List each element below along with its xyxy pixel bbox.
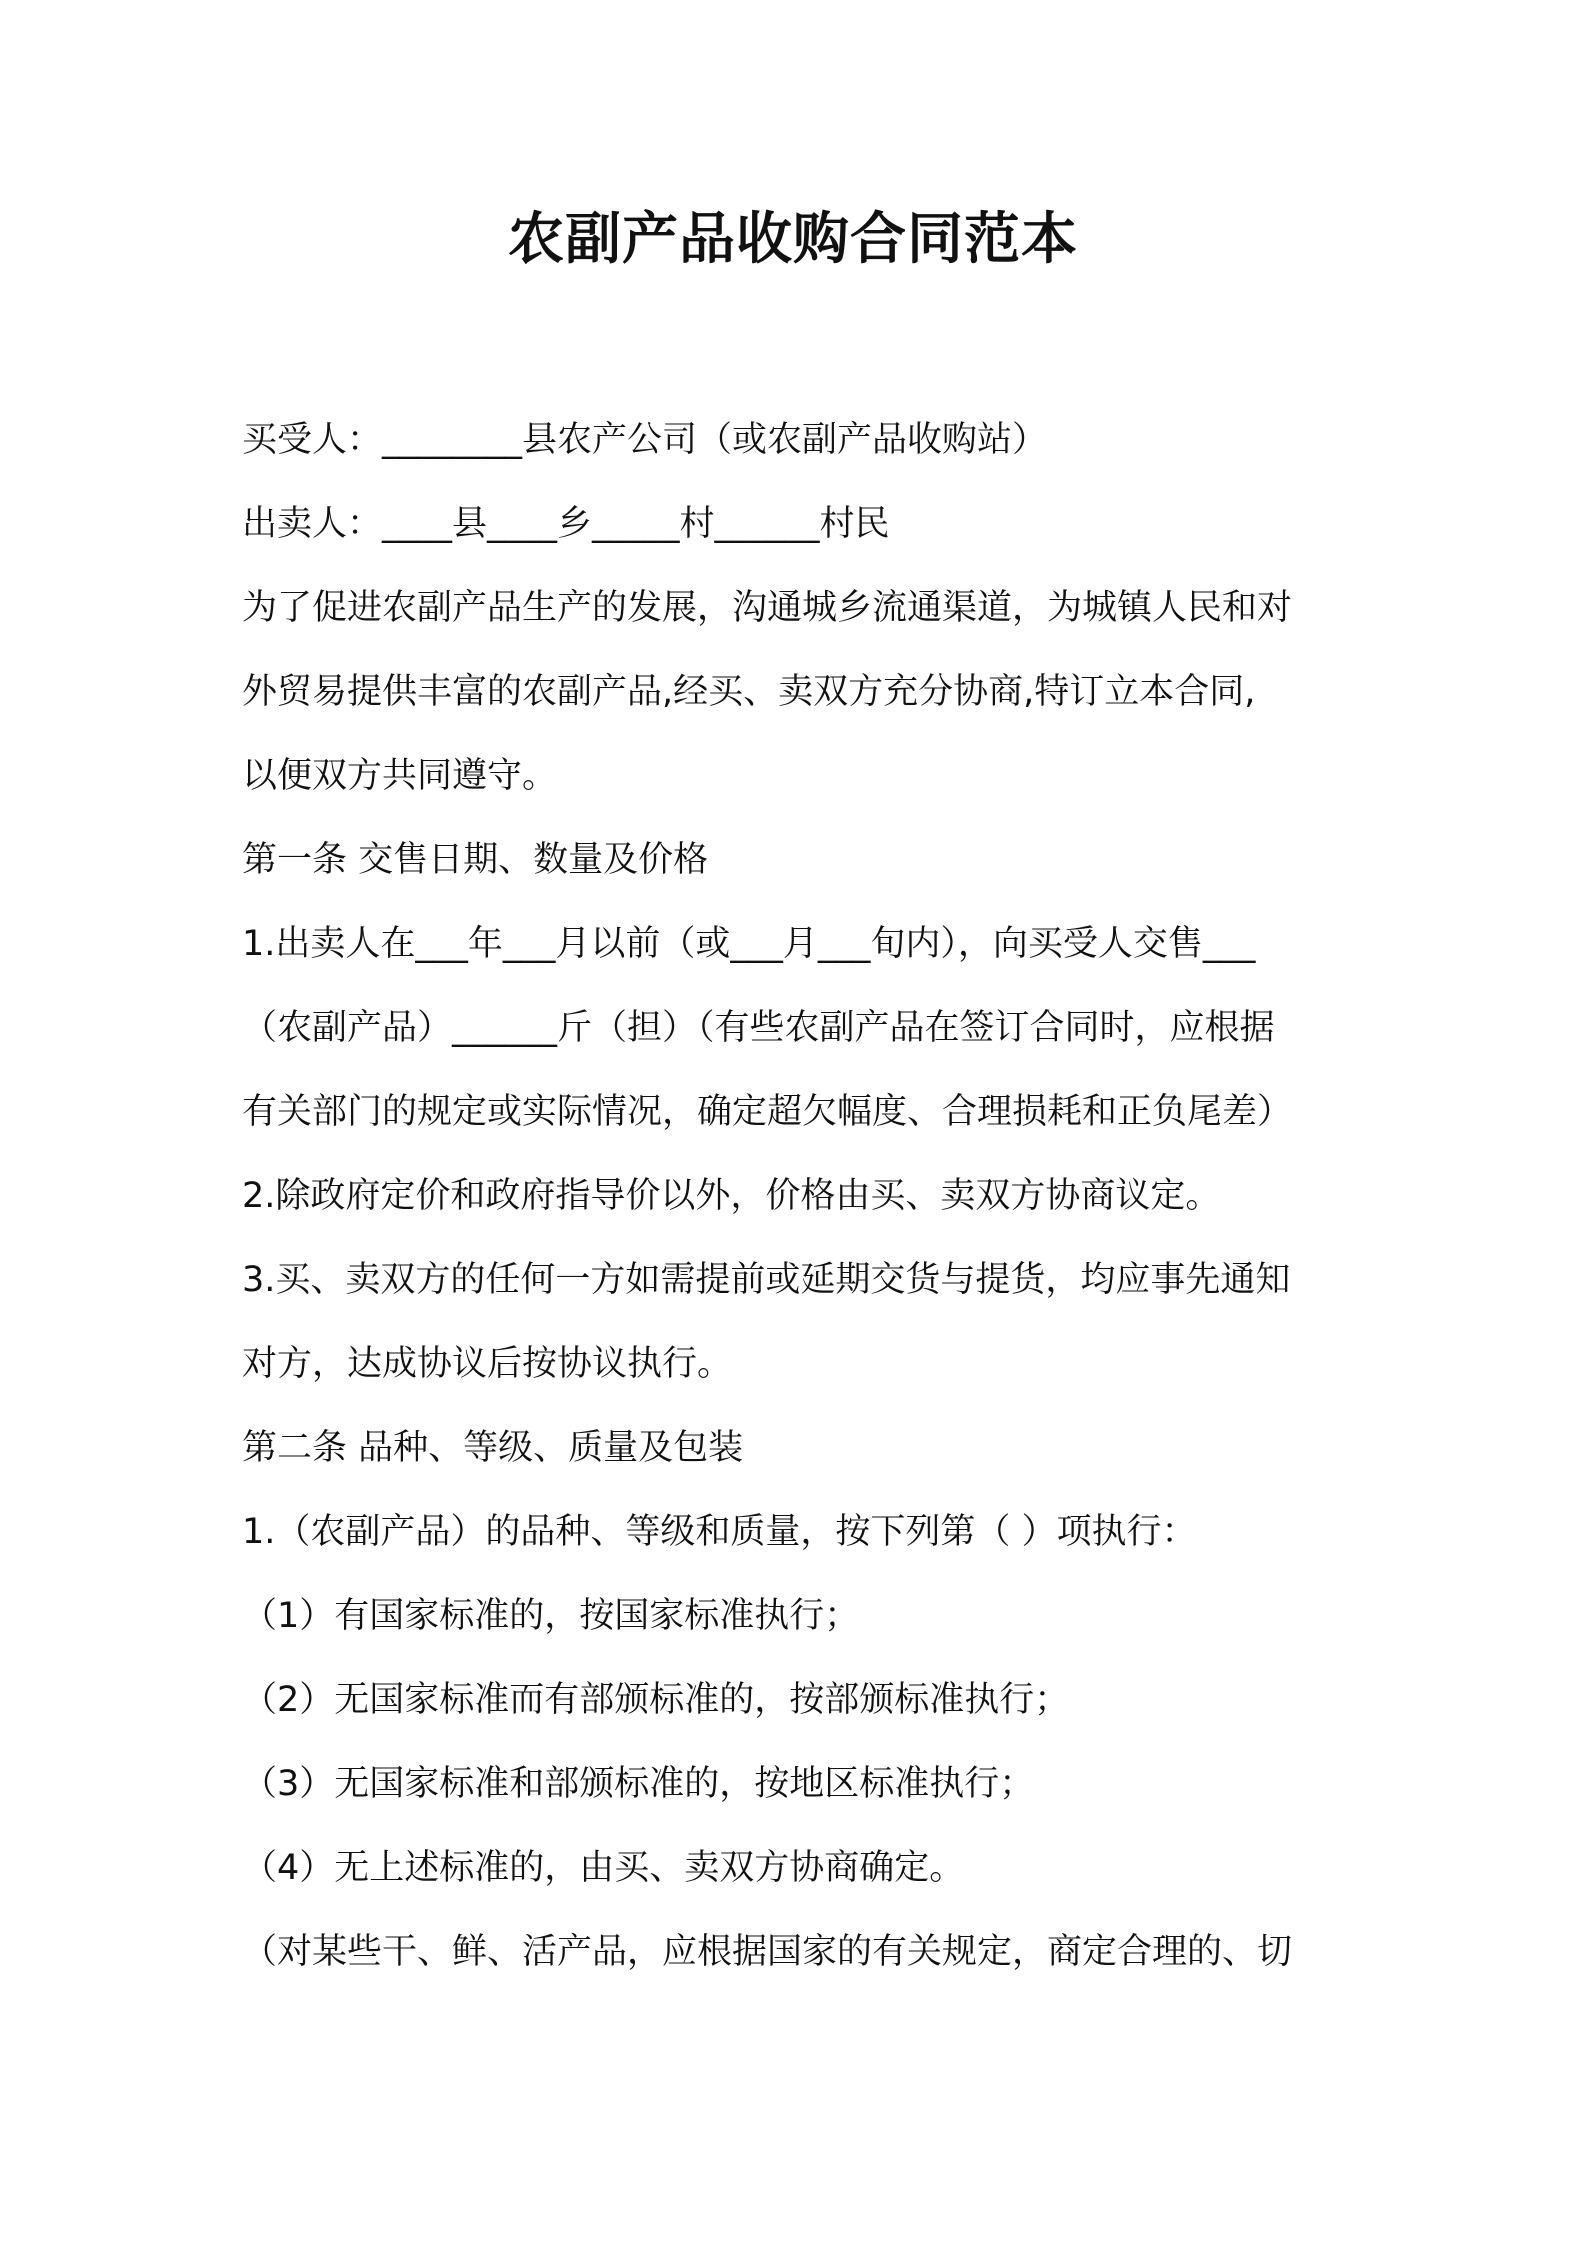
contract-body <box>242 398 1362 1994</box>
article-2-note-line-1: （对某些干、鲜、活产品，应根据国家的有关规定，商定合理的、切 <box>242 1932 1293 1972</box>
article-2-heading: 第二条 品种、等级、质量及包装 <box>242 1428 744 1468</box>
buyer-line: 买受人：________县农产公司（或农副产品收购站） <box>242 420 1048 460</box>
article-1-heading: 第一条 交售日期、数量及价格 <box>242 840 709 880</box>
article-2-option-3: （3）无国家标准和部颁标准的，按地区标准执行； <box>242 1764 1035 1804</box>
preamble-line-1: 为了促进农副产品生产的发展，沟通城乡流通渠道，为城镇人民和对 <box>242 588 1293 628</box>
article-2-clause-1: 1.（农副产品）的品种、等级和质量，按下列第（ ）项执行： <box>242 1512 1197 1552</box>
preamble-line-2: 外贸易提供丰富的农副产品,经买、卖双方充分协商,特订立本合同, <box>242 672 1256 712</box>
article-2-option-2: （2）无国家标准而有部颁标准的，按部颁标准执行； <box>242 1680 1070 1720</box>
document-title: 农副产品收购合同范本 <box>508 207 1078 272</box>
preamble-line-3: 以便双方共同遵守。 <box>242 756 558 796</box>
article-1-clause-3-line-1: 3.买、卖双方的任何一方如需提前或延期交货与提货，均应事先通知 <box>242 1260 1291 1300</box>
article-1-clause-3-line-2: 对方，达成协议后按协议执行。 <box>242 1344 733 1384</box>
article-1-clause-2: 2.除政府定价和政府指导价以外，价格由买、卖双方协商议定。 <box>242 1176 1221 1216</box>
article-2-option-1: （1）有国家标准的，按国家标准执行； <box>242 1596 860 1636</box>
article-1-clause-1-line-3: 有关部门的规定或实际情况，确定超欠幅度、合理损耗和正负尾差） <box>242 1092 1293 1132</box>
seller-line: 出卖人：____县____乡_____村______村民 <box>242 504 890 544</box>
article-1-clause-1-line-2: （农副产品）______斤（担）（有些农副产品在签订合同时，应根据 <box>242 1008 1275 1048</box>
article-2-option-4: （4）无上述标准的，由买、卖双方协商确定。 <box>242 1848 965 1888</box>
article-1-clause-1-line-1: 1.出卖人在___年___月以前（或___月___旬内），向买受人交售___ <box>242 924 1256 964</box>
